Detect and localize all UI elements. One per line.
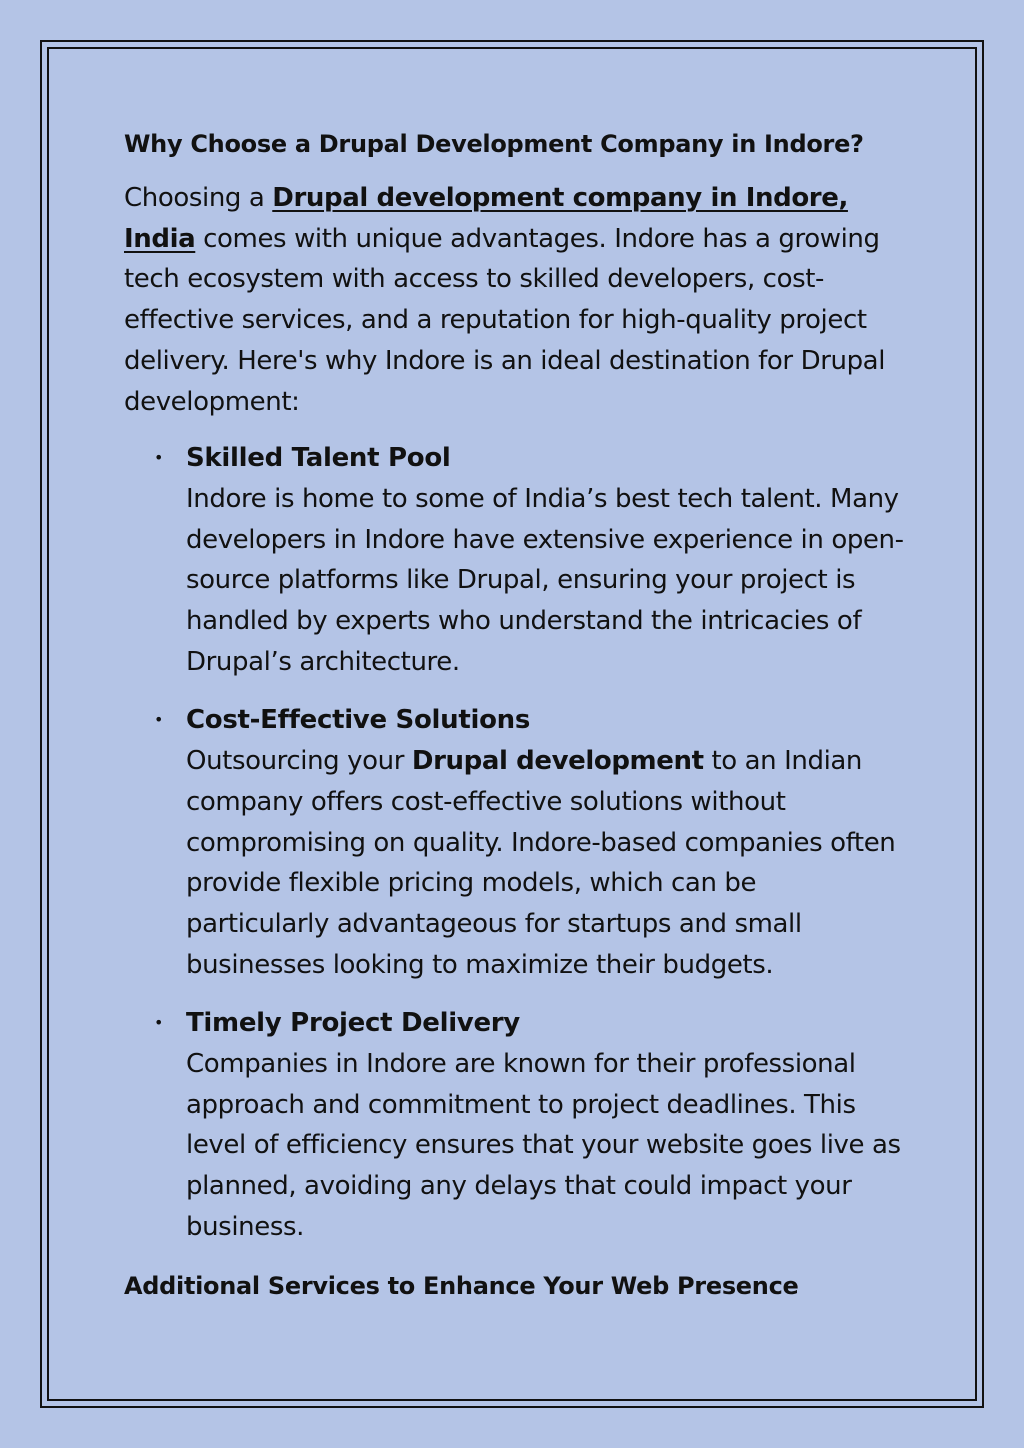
body-text-before: Outsourcing your [186, 746, 412, 777]
list-item-skilled-talent [124, 438, 904, 682]
list-item-cost-effective [124, 700, 904, 985]
list-item-body: Indore is home to some of India’s best tech talent. Many developers in Indore have extensive experience in open-source platforms like Drupal, ensuring your project is handled by experts who understand the intricacies of Drupal’s architecture. [186, 483, 904, 677]
drupal-company-link[interactable]: Drupal development company in Indore, India [124, 183, 848, 254]
list-item-title: Timely Project Delivery [186, 1008, 520, 1039]
advantages-list [124, 438, 904, 1247]
document-content [124, 124, 904, 1306]
list-item-body [186, 741, 904, 985]
intro-paragraph [124, 178, 904, 422]
bullet-icon: • [154, 448, 164, 468]
list-item-body: Companies in Indore are known for their professional approach and commitment to project deadlines. This level of efficiency ensures that your website goes live as planned, avoiding any delays that could impact your business. [186, 1049, 901, 1242]
intro-text-before: Choosing a [124, 183, 273, 213]
section-heading-additional-services: Additional Services to Enhance Your Web Presence [124, 1271, 799, 1300]
list-item-title: Skilled Talent Pool [186, 443, 451, 474]
body-text-after: to an Indian company offers cost-effective solutions without compromising on quality. Indore-based companies often provide flexible pricing models, which can be particularly advantageous for startups and small businesses looking to maximize their budgets. [186, 746, 896, 980]
body-bold-text: Drupal development [411, 746, 704, 777]
bullet-icon: • [154, 710, 164, 730]
intro-text-after: comes with unique advantages. Indore has a growing tech ecosystem with access to skilled developers, cost-effective services, and a reputation for high-quality project delivery. Here's why Indore is an ideal destination for Drupal development: [124, 223, 886, 417]
section-heading-why-choose: Why Choose a Drupal Development Company in Indore? [124, 130, 864, 158]
list-item-timely-delivery [124, 1003, 904, 1247]
list-item-title: Cost-Effective Solutions [186, 705, 531, 736]
bullet-icon: • [154, 1013, 164, 1033]
